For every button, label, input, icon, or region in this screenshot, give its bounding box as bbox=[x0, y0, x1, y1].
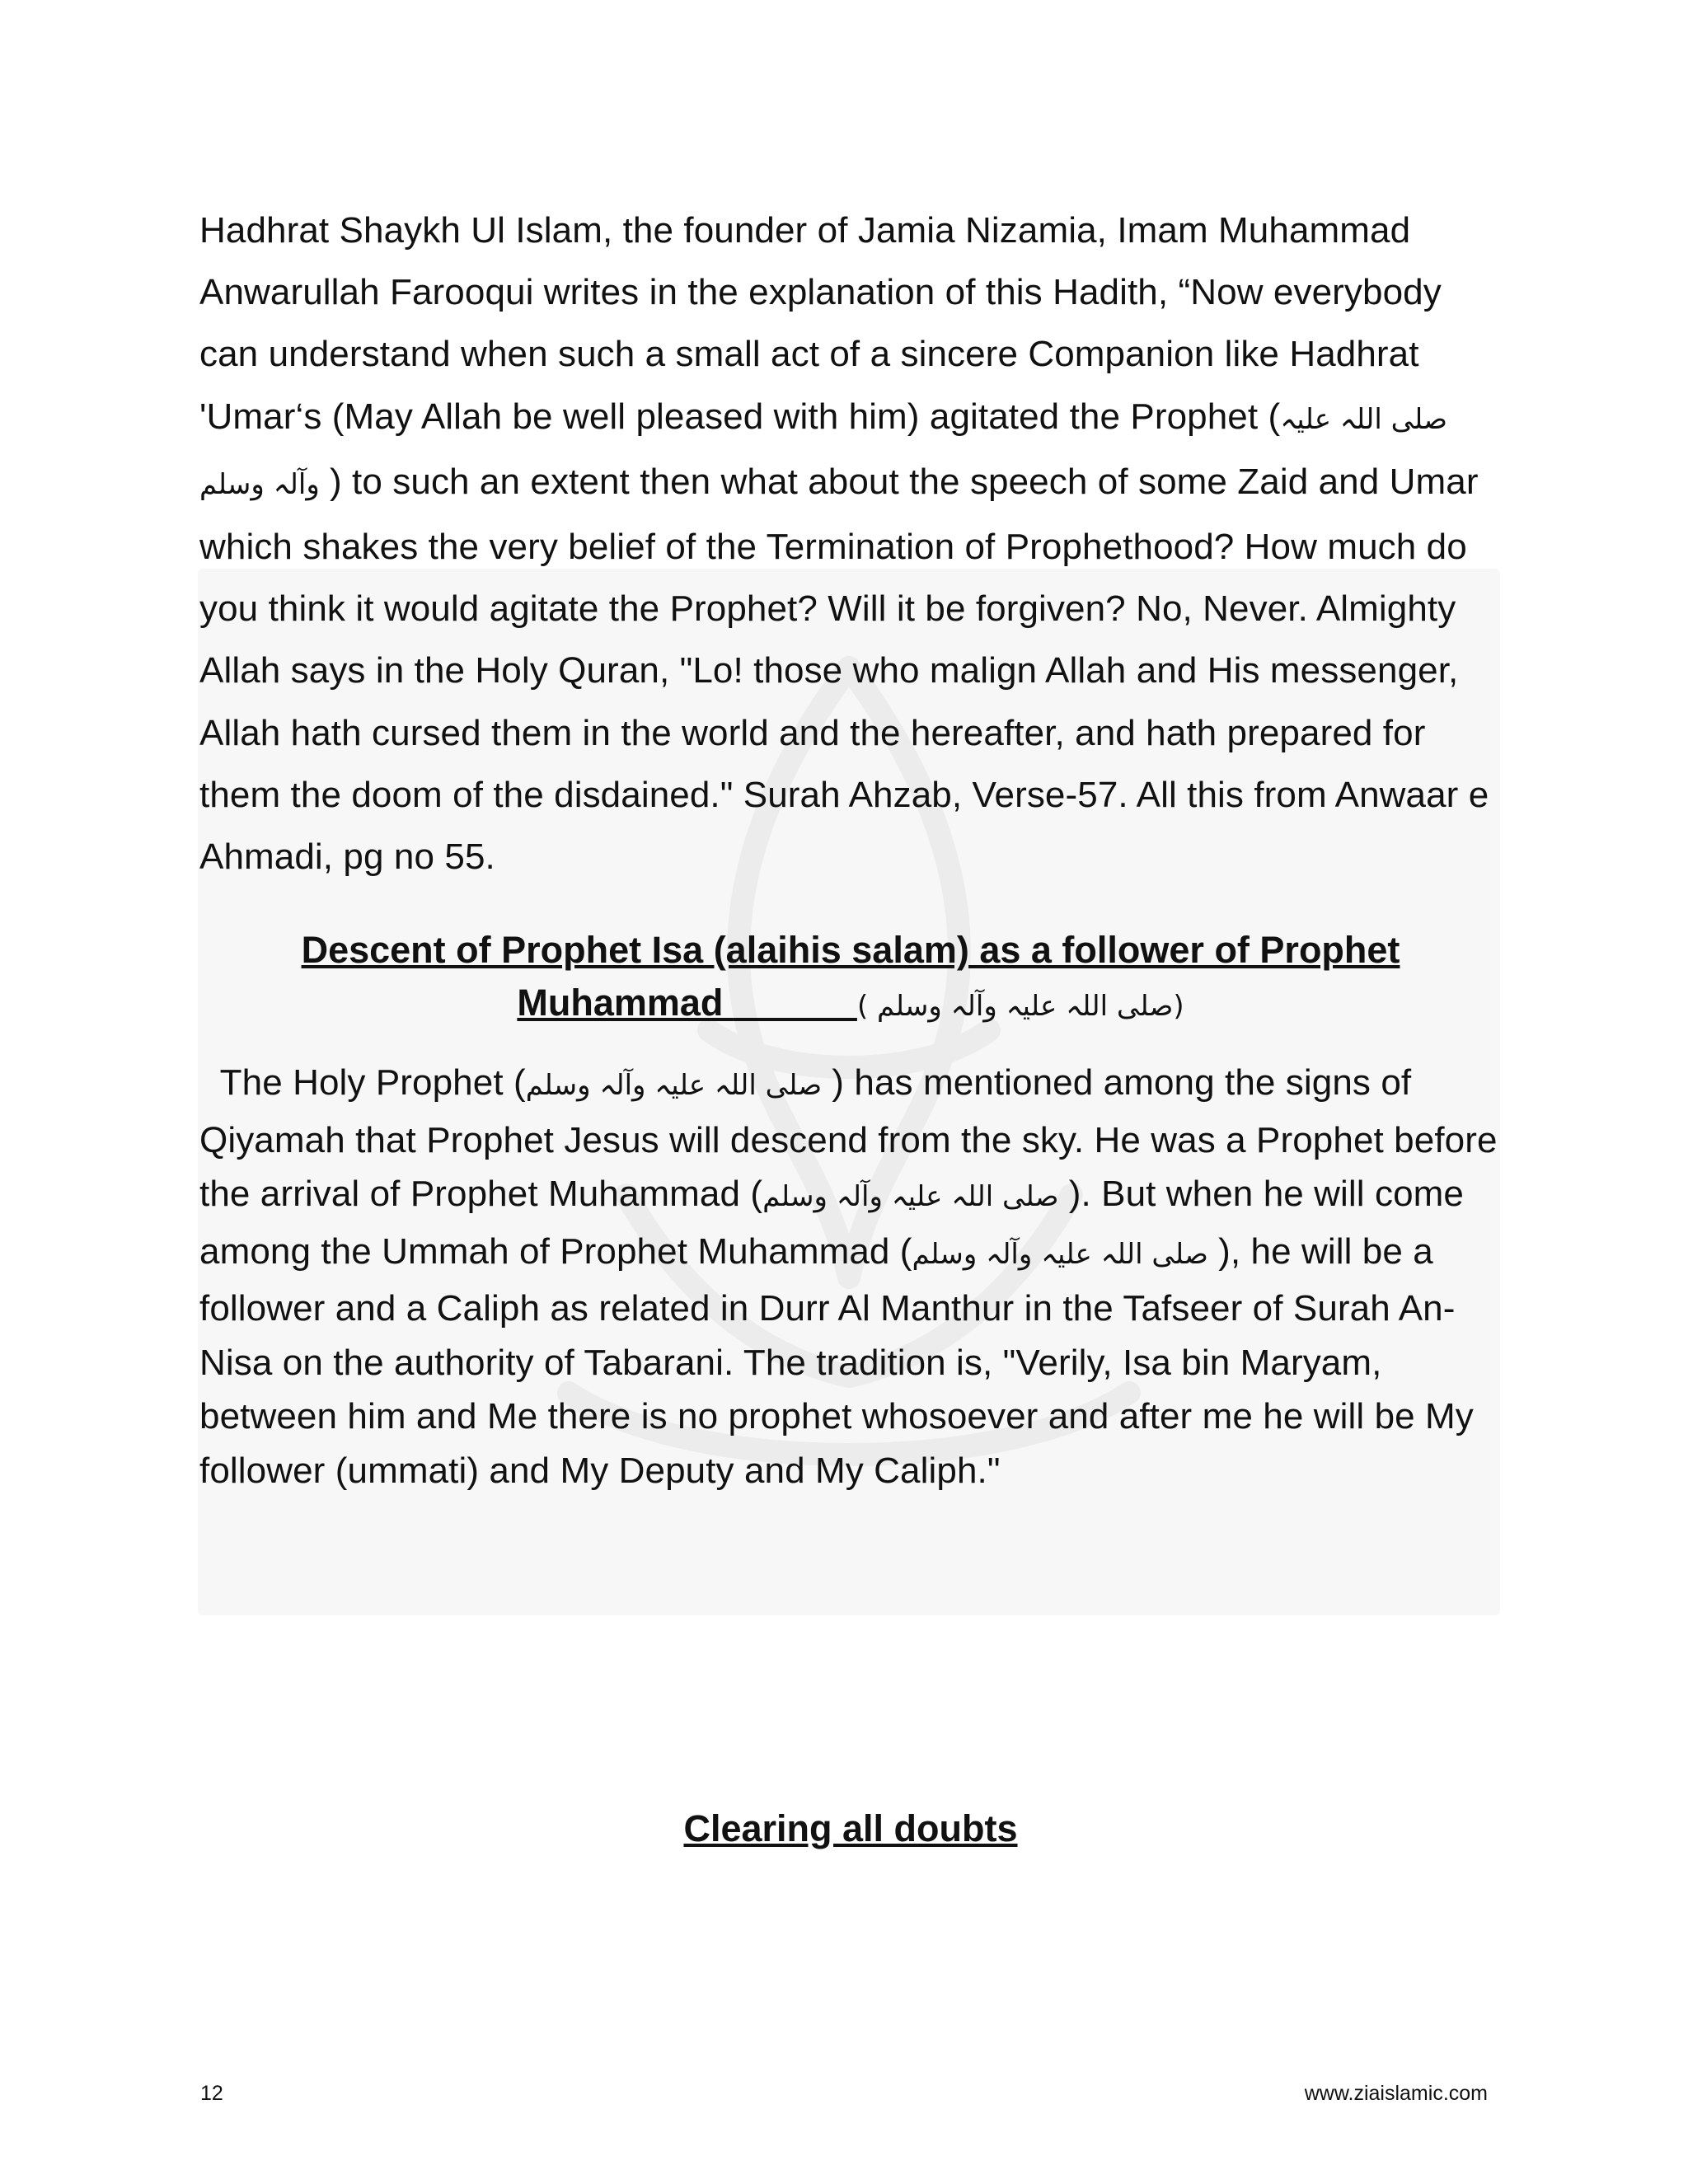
heading-line-1: Descent of Prophet Isa (alaihis salam) as a follower of Prophet bbox=[301, 929, 1400, 972]
salawat-arabic: صلی اللہ علیہ وآلہ وسلم bbox=[199, 402, 1448, 501]
paragraph-prophet-isa: The Holy Prophet (صلی اللہ علیہ وآلہ وسلم ) has mentioned among the signs of Qiyamah that Prophet Jesus will descend from the sky. He was a Prophet before the arrival of Prophet Muhammad (صلی اللہ علیہ وآلہ وسلم ). But when he will come among the Ummah of Prophet Muhammad (صلی اللہ علیہ وآلہ وسلم ), he will be a follower and a Caliph as related in Durr Al Manthur in the Tafseer of Surah An-Nisa on the authority of Tabarani. The tradition is, "Verily, Isa bin Maryam, between him and Me there is no prophet whosoever and after me he will be My follower (ummati) and My Deputy and My Caliph." bbox=[199, 1062, 1498, 1491]
website-url: www.ziaislamic.com bbox=[1304, 2082, 1488, 2105]
section-heading-clearing-doubts bbox=[199, 1802, 1502, 1855]
heading-line-2: Muhammad bbox=[517, 982, 734, 1024]
salawat-arabic: صلی اللہ علیہ وآلہ وسلم bbox=[912, 1237, 1208, 1271]
paragraph-umar-hadith: Hadhrat Shaykh Ul Islam, the founder of Jamia Nizamia, Imam Muhammad Anwarullah Farooqui writes in the explanation of this Hadith, “Now everybody can understand when such a small act of a sincere Companion like Hadhrat 'Umar‘s (May Allah be well pleased with him) agitated the Prophet (صلی اللہ علیہ وآلہ وسلم ) to such an extent then what about the speech of some Zaid and Umar which shakes the very belief of the Termination of Prophethood? How much do you think it would agitate the Prophet? Will it be forgiven? No, Never. Almighty Allah says in the Holy Quran, "Lo! those who malign Allah and His messenger, Allah hath cursed them in the world and the hereafter, and hath prepared for them the doom of the disdained." Surah Ahzab, Verse-57. All this from Anwaar e Ahmadi, pg no 55. bbox=[199, 210, 1489, 878]
page-content bbox=[199, 199, 1502, 1855]
heading-salawat-arabic: (صلی اللہ علیہ وآلہ وسلم ) bbox=[856, 990, 1184, 1024]
salawat-arabic: صلی اللہ علیہ وآلہ وسلم bbox=[525, 1069, 823, 1103]
section-heading-descent bbox=[199, 924, 1502, 1033]
page-number: 12 bbox=[200, 2082, 223, 2105]
salawat-arabic: صلی اللہ علیہ وآلہ وسلم bbox=[762, 1180, 1059, 1214]
heading-clearing-doubts-text: Clearing all doubts bbox=[683, 1807, 1018, 1850]
